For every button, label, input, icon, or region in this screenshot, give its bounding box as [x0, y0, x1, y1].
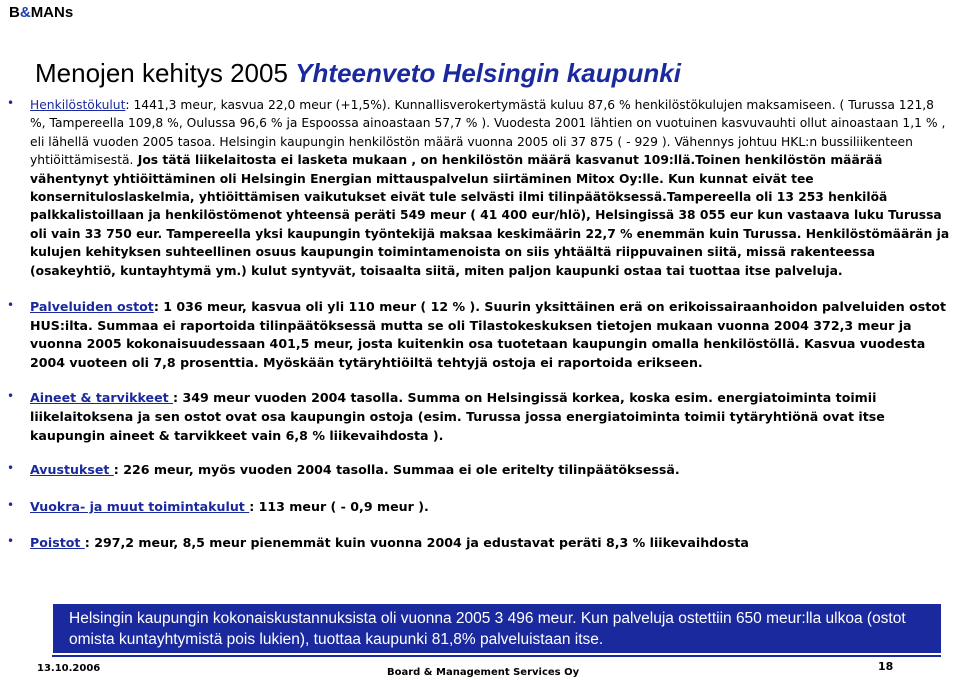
- bullet-icon: •: [7, 298, 15, 313]
- title-main: Menojen kehitys 2005: [35, 58, 288, 88]
- bullet-item-henkilostokulut: [0, 96, 960, 280]
- bullet-item-avustukset: [0, 461, 960, 480]
- page-number: 18: [878, 660, 894, 673]
- bullet-lead-link[interactable]: Palveluiden ostot: [30, 299, 154, 315]
- bullet-icon: •: [7, 461, 15, 476]
- bullet-lead-link[interactable]: Aineet & tarvikkeet: [30, 390, 174, 406]
- bullet-text-bold: Jos tätä liikelaitosta ei lasketa mukaan , on henkilöstön määrä kasvanut 109:llä.Toinen henkilöstön määrää vähentynyt yhtiöittäminen oli Helsingin Energian mittauspalvelun siirtäminen Mitox Oy:lle. Kun kunnat eivät tee konsernituloslaskelmia, yhtiöittämisen vaikutukset eivät tule selvästi ilmi tilinpäätöksessä.Tampereella oli 13 253 henkilöä palkkalistoillaan ja henkilöstömenot yhteensä peräti 549 meur ( 41 400 eur/hlö), Helsingissä 38 055 eur kun vastaava luku Turussa oli vain 33 750 eur. Tampereella yksi kaupungin työntekijä maksaa keskimäärin 22,7 % enemmän kuin Turussa. Henkilöstömäärän ja kulujen kehityksen suhteellinen osuus kaupungin toimintamenoista on siis yhtäältä riippuvainen siitä, missä rakenteessa (osakeyhtiö, kuntayhtymä ym.) kulut syntyvät, toisaalta siitä, miten paljon kaupunki ostaa tai tuottaa itse palveluja.: [30, 153, 950, 278]
- bullet-text: : 297,2 meur, 8,5 meur pienemmät kuin vuonna 2004 ja edustavat peräti 8,3 % liikevaihdosta: [84, 535, 749, 551]
- bullet-lead-link[interactable]: Henkilöstökulut: [30, 98, 126, 112]
- bullet-paragraph: [30, 96, 952, 280]
- bullet-text: : 1 036 meur, kasvua oli yli 110 meur ( 12 % ). Suurin yksittäinen erä on erikoissairaanhoidon palveluiden ostot HUS:ilta. Summaa ei raportoida tilinpäätöksessä mutta se oli Tilastokeskuksen tietojen mukaan vuonna 2004 372,3 meur ja vuonna 2005 kokonaisuudessaan 401,5 meur, josta kuitenkin osa tuotetaan kaupungin omalla henkilöstöllä. Kasvua vuodesta 2004 vuoteen oli 7,8 prosenttia. Myöskään tytäryhtiöiltä tehtyjä ostoja ei raportoida erikseen.: [30, 299, 946, 370]
- brand-logo: [9, 4, 73, 21]
- bullet-paragraph: [30, 534, 952, 553]
- bullet-icon: •: [7, 96, 15, 110]
- bullet-text: : 226 meur, myös vuoden 2004 tasolla. Summaa ei ole eritelty tilinpäätöksessä.: [113, 462, 680, 478]
- bullet-paragraph: [30, 498, 952, 517]
- bullet-lead-link[interactable]: Avustukset: [30, 462, 114, 478]
- bullet-icon: •: [7, 389, 15, 404]
- bullet-item-palveluiden-ostot: [0, 298, 960, 372]
- bullet-text-normal: : 1441,3 meur, kasvua 22,0 meur (+1,5%). Kunnallisverokertymästä kuluu 87,6 % henkilöstökulujen maksamiseen. ( Turussa 121,8 %, Tampereella 109,8 %, Oulussa 96,6 % ja Espoossa ainoastaan 57,7 % ). Vuodesta 2001 lähtien on vuotuinen kasvuvauhti ollut ainoastaan 1,1 % , eli lähellä vuoden 2005 tasoa. Helsingin kaupungin henkilöstön määrä vuonna 2005 oli 37 875 ( - 929 ). Vähennys johtuu HKL:n bussiliikenteen yhtiöittämisestä.: [30, 98, 946, 168]
- summary-box: Helsingin kaupungin kokonaiskustannuksista oli vuonna 2005 3 496 meur. Kun palveluja ostettiin 650 meur:lla ulkoa (ostot omista kuntayhtymistä pois lukien), tuottaa kaupunki 81,8% palveluistaan itse.: [53, 604, 941, 653]
- logo-rest: MANs: [30, 4, 74, 21]
- footer-date: 13.10.2006: [37, 663, 101, 674]
- bullet-item-poistot: [0, 534, 960, 553]
- logo-letter-b: B: [9, 4, 20, 21]
- logo-ampersand: &: [19, 4, 31, 21]
- bullet-icon: •: [7, 534, 15, 549]
- bullet-item-aineet-tarvikkeet: [0, 389, 960, 445]
- bullet-text: : 113 meur ( - 0,9 meur ).: [249, 498, 429, 514]
- bullet-paragraph: [30, 389, 952, 445]
- bullet-icon: •: [7, 497, 15, 512]
- footer-company: Board & Management Services Oy: [387, 667, 580, 678]
- slide-title: [35, 58, 681, 89]
- bullet-list: [0, 96, 960, 553]
- title-subtitle: Yhteenveto Helsingin kaupunki: [295, 58, 681, 88]
- bullet-lead-link[interactable]: Vuokra- ja muut toimintakulut: [30, 498, 250, 514]
- footer-divider: [52, 655, 941, 657]
- bullet-lead-link[interactable]: Poistot: [30, 535, 85, 551]
- bullet-item-vuokra: [0, 498, 960, 517]
- bullet-text: : 349 meur vuoden 2004 tasolla. Summa on Helsingissä korkea, koska esim. energiatoiminta toimii liikelaitoksena ja sen ostot ovat osa kaupungin ostoja (esim. Turussa jossa energiatoiminta toimii tytäryhtiönä ovat itse kaupungin aineet & tarvikkeet vain 6,8 % liikevaihdosta ).: [30, 390, 885, 443]
- bullet-paragraph: [30, 461, 952, 480]
- bullet-paragraph: [30, 298, 952, 372]
